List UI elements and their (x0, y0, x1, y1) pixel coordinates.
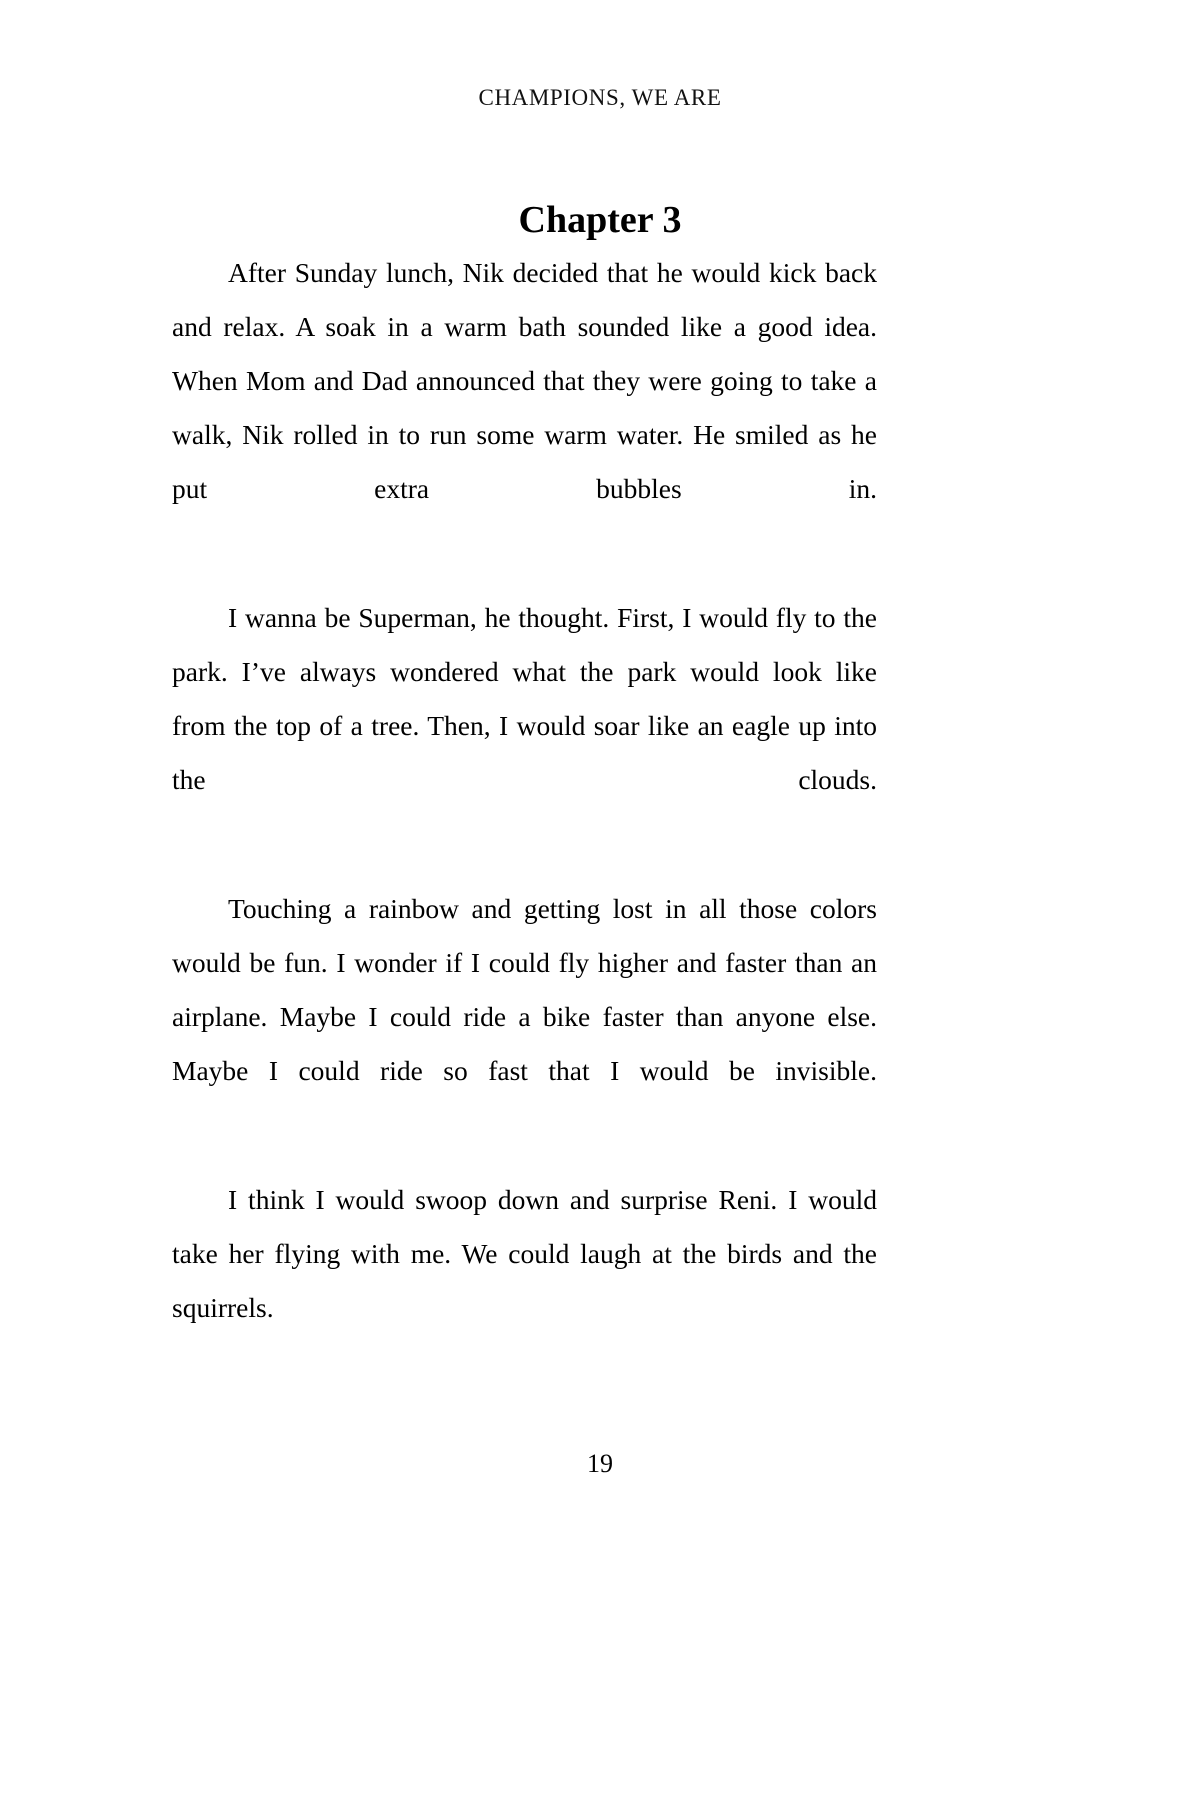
paragraph: After Sunday lunch, Nik decided that he would kick back and relax. A soak in a warm bath sounded like a good idea. When Mom and Dad announced that they were going to take a walk, Nik rolled in to run some warm water. He smiled as he put extra bubbles in. (172, 257, 877, 504)
chapter-title: Chapter 3 (518, 199, 682, 242)
running-header: CHAMPIONS, WE ARE (478, 85, 722, 110)
page-number: 19 (587, 1449, 613, 1478)
paragraph: Touching a rainbow and getting lost in all those colors would be fun. I wonder if I could fly higher and faster than an airplane. Maybe I could ride a bike faster than anyone else. Maybe I could ride so fast that I would be invisible. (172, 893, 877, 1086)
body-text (172, 246, 877, 1389)
paragraph: I think I would swoop down and surprise Reni. I would take her flying with me. We could laugh at the birds and the squirrels. (172, 1184, 877, 1323)
paragraph: I wanna be Superman, he thought. First, I would fly to the park. I’ve always wondered what the park would look like from the top of a tree. Then, I would soar like an eagle up into the clouds. (172, 602, 877, 795)
